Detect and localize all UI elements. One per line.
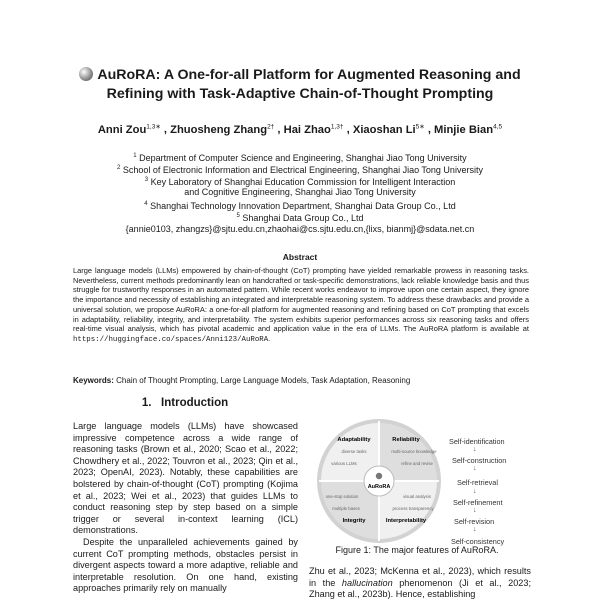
author: Minjie Bian$^{4,5}$: [434, 123, 503, 136]
step-label: Self-identification: [449, 437, 505, 446]
quadrant-title: Reliability: [392, 437, 420, 443]
aurora-logo-icon: [79, 67, 93, 81]
quadrant-title: Adaptability: [337, 437, 371, 443]
section-heading: 1. Introduction: [141, 397, 229, 409]
quadrant-title: Interpretability: [385, 518, 427, 524]
right-column-text: Zhu et al., 2023; McKenna et al., 2023), which results in the hallucination phenomenon (Ji et al., 2023; Zhang et al., 2023b). Hence, establishing: [309, 566, 531, 600]
step-label: Self-construction: [452, 456, 507, 465]
center-label: AuRoRA: [367, 484, 391, 490]
quadrant-item: process transparency: [392, 506, 434, 511]
figure-caption: Figure 1: The major features of AuRoRA.: [335, 545, 499, 555]
down-arrow-icon: ↓: [473, 446, 477, 453]
abstract-text: Large language models (LLMs) empowered by chain-of-thought (CoT) prompting have yielded remarkable prowess in reasoning tasks. Nevertheless, current methods predominantly lean on handcrafted or task-specific demonstrations, lack reliable knowledge basis and thus struggle for trustworthy responses in an automated pattern. While recent works endeavor to improve upon one certain aspect, they ignore the importance and necessity of establishing an integrated and interpretable reasoning system. To address these drawbacks and provide a universal solution, we propose AuRoRA: a one-for-all platform for augmented reasoning and refining based on CoT prompting that excels in adaptability, reliability, integrity, and interpretability. The system exhibits superior performances across six reasoning tasks and offers real-time visual analysis, which has pivotal academic and application value in the era of LLMs. The AuRoRA platform is available at https://huggingface.co/spaces/Anni123/AuRoRA.: [73, 266, 529, 344]
author-list: Anni Zou$^{1,3∗}$ , Zhuosheng Zhang$^{2\dagger}$ , Hai Zhao$^{1,3\dagger}$ , Xiaoshan $Li^{5∗}$ , Minjie Bian$^{4,5}$: [97, 123, 503, 136]
author: Zhuosheng Zhang$^{2\dagger}$: [170, 123, 275, 136]
affiliation: and Cognitive Engineering, Shanghai Jiao Tong University: [184, 187, 416, 197]
quadrant-item: multiple bases: [332, 506, 360, 511]
platform-url[interactable]: https://huggingface.co/spaces/Anni123/AuRoRA: [73, 335, 269, 344]
affiliation: $^3$ Key Laboratory of Shanghai Education Commission for Intelligent Interaction: [144, 177, 456, 187]
step-label: Self-refinement: [453, 498, 503, 507]
step-label: Self-revision: [454, 517, 495, 526]
abstract-heading: Abstract: [282, 252, 318, 262]
intro-text: [73, 421, 298, 595]
step-label: Self-retrieval: [457, 478, 498, 487]
down-arrow-icon: ↓: [473, 507, 477, 514]
down-arrow-icon: ↓: [473, 465, 477, 472]
quadrant-item: diverse tasks: [341, 449, 367, 454]
step-label: Self-consistency: [451, 537, 505, 546]
affiliation: $^5$ Shanghai Data Group Co., Ltd: [236, 213, 364, 223]
author: Anni Zou$^{1,3∗}$: [97, 123, 161, 136]
author: Hai Zhao$^{1,3\dagger}$: [283, 123, 344, 136]
affiliation: $^1$ Department of Computer Science and Engineering, Shanghai Jiao Tong University: [133, 153, 467, 163]
paragraph: Large language models (LLMs) have showcased impressive competence across a wide range of reasoning tasks (Brown et al., 2020; Scao et al., 2022; Chowdhery et al., 2022; Touvron et al., 2023; Qin et al., 2023; OpenAI, 2023). Notably, these capabilities are bolstered by chain-of-thought (CoT) prompting (Kojima et al., 2023; Wei et al., 2023) that guides LLMs to conduct reasoning step by step based on a simple trigger or several in-context learning (ICL) demonstrations.: [73, 421, 298, 536]
quadrant-title: Integrity: [342, 518, 366, 524]
quadrant-item: refine and revise: [401, 461, 433, 466]
down-arrow-icon: ↓: [473, 526, 477, 533]
quadrant-item: visual analysis: [403, 494, 431, 499]
keywords: Keywords: Chain of Thought Prompting, Large Language Models, Task Adaptation, Reasoning: [73, 376, 411, 385]
quadrant-item: various LLMs: [331, 461, 357, 466]
paper-title: [0, 66, 600, 104]
affiliation: $^2$ School of Electronic Information and Electrical Engineering, Shanghai Jiao Tong University: [117, 165, 483, 175]
title-line-1: AuRoRA: A One-for-all Platform for Augmented Reasoning and: [97, 67, 521, 83]
feature-wheel-diagram: [314, 418, 444, 544]
author: Xiaoshan $Li^{5∗}$: [352, 123, 425, 136]
aurora-logo-icon: [376, 473, 382, 479]
quadrant-item: multi-source knowledge: [391, 449, 437, 454]
down-arrow-icon: ↓: [473, 488, 477, 495]
paragraph: Despite the unparalleled achievements gained by current CoT prompting methods, obstacles persist in divergent aspects toward a more adaptive, reliable and interpretable resolution. On one hand, existing approaches primarily rely on manually: [73, 536, 298, 594]
affiliation: $^4$ Shanghai Technology Innovation Department, Shanghai Data Group Co., Ltd: [144, 201, 456, 211]
center-circle: [364, 466, 394, 496]
title-line-2: Refining with Task-Adaptive Chain-of-Thought Prompting: [106, 86, 494, 102]
quadrant-item: one-stop solution: [325, 494, 359, 499]
author-emails: {annie0103, zhangzs}@sjtu.edu.cn,zhaohai@cs.sjtu.edu.cn,{lixs, bianmj}@sdata.net.cn: [125, 224, 475, 234]
